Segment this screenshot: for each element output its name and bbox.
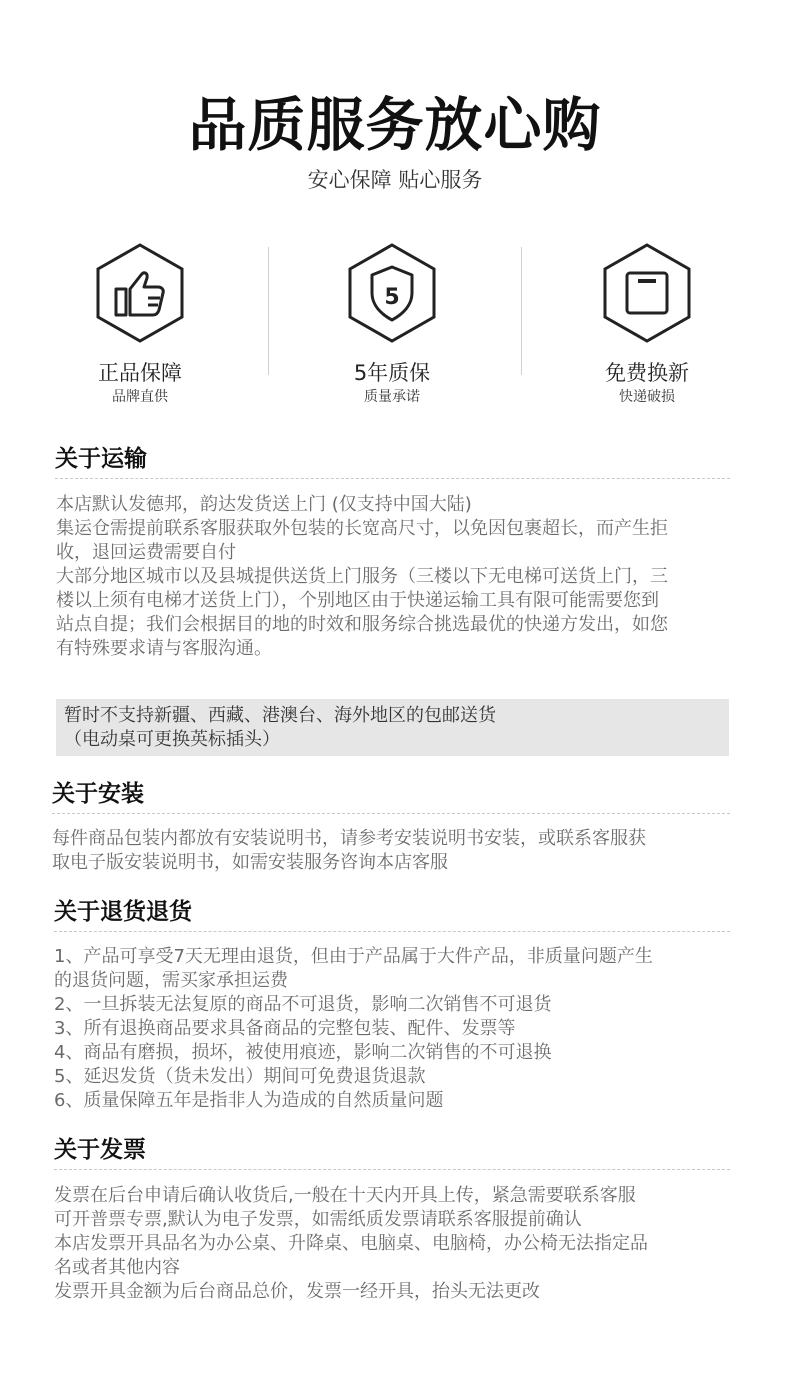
page-subtitle: 安心保障 贴心服务 xyxy=(307,168,483,192)
text-line: 楼以上须有电梯才送货上门），个别地区由于快递运输工具有限可能需要您到 xyxy=(56,590,659,611)
feature-subtitle: 质量承诺 xyxy=(364,389,420,405)
invoice-text xyxy=(54,1184,648,1304)
install-text xyxy=(52,827,646,875)
section-divider xyxy=(52,813,730,814)
text-line: 发票在后台申请后确认收货后,一般在十天内开具上传，紧急需要联系客服 xyxy=(54,1185,636,1206)
text-line: 的退货问题，需买家承担运费 xyxy=(54,970,288,991)
text-line: 6、质量保障五年是指非人为造成的自然质量问题 xyxy=(54,1090,444,1111)
text-line: 每件商品包装内都放有安装说明书，请参考安装说明书安装，或联系客服获 xyxy=(52,828,646,849)
text-line: 发票开具金额为后台商品总价，发票一经开具，抬头无法更改 xyxy=(54,1281,540,1302)
feature-name: 免费换新 xyxy=(605,361,689,385)
feature-genuine xyxy=(40,242,240,406)
section-divider xyxy=(54,931,730,932)
text-line: 站点自提；我们会根据目的地的时效和服务综合挑选最优的快递方发出，如您 xyxy=(56,614,668,635)
text-line: 2、一旦拆装无法复原的商品不可退货，影响二次销售不可退货 xyxy=(54,994,552,1015)
section-title-invoice: 关于发票 xyxy=(54,1137,146,1163)
page-title: 品质服务放心购 xyxy=(188,91,602,159)
section-title-install: 关于安装 xyxy=(52,781,144,807)
feature-divider xyxy=(521,247,522,375)
text-line: 3、所有退换商品要求具备商品的完整包装、配件、发票等 xyxy=(54,1018,516,1039)
text-line: 1、产品可享受7天无理由退货，但由于产品属于大件产品，非质量问题产生 xyxy=(54,946,653,967)
text-line: 本店默认发德邦，韵达发货送上门 (仅支持中国大陆) xyxy=(56,494,472,515)
feature-divider xyxy=(268,247,269,375)
section-title-returns: 关于退货退货 xyxy=(54,899,192,925)
text-line: 暂时不支持新疆、西藏、港澳台、海外地区的包邮送货 xyxy=(64,705,496,726)
text-line: 集运仓需提前联系客服获取外包装的长宽高尺寸，以免因包裹超长，而产生拒 xyxy=(56,518,668,539)
text-line: 4、商品有磨损，损坏，被使用痕迹，影响二次销售的不可退换 xyxy=(54,1042,552,1063)
text-line: 大部分地区城市以及县城提供送货上门服务（三楼以下无电梯可送货上门，三 xyxy=(56,566,668,587)
section-divider xyxy=(55,478,730,479)
text-line: （电动桌可更换英标插头） xyxy=(64,729,280,750)
shipping-notice xyxy=(56,699,729,756)
text-line: 5、延迟发货（货未发出）期间可免费退货退款 xyxy=(54,1066,426,1087)
shield-5-icon xyxy=(346,242,438,344)
text-line: 取电子版安装说明书，如需安装服务咨询本店客服 xyxy=(52,852,448,873)
feature-row xyxy=(0,242,790,412)
feature-name: 正品保障 xyxy=(98,361,182,385)
warranty-badge-number: 5 xyxy=(384,285,400,310)
box-icon xyxy=(601,242,693,344)
notice-text xyxy=(64,704,496,752)
section-divider xyxy=(54,1169,730,1170)
text-line: 名或者其他内容 xyxy=(54,1257,180,1278)
feature-subtitle: 快递破损 xyxy=(619,389,675,405)
section-title-shipping: 关于运输 xyxy=(55,446,147,472)
feature-warranty xyxy=(292,242,492,406)
text-line: 本店发票开具品名为办公桌、升降桌、电脑桌、电脑椅，办公椅无法指定品 xyxy=(54,1233,648,1254)
feature-name: 5年质保 xyxy=(353,361,431,385)
feature-subtitle: 品牌直供 xyxy=(112,389,168,405)
text-line: 有特殊要求请与客服沟通。 xyxy=(56,638,272,659)
thumbs-up-icon xyxy=(94,242,186,344)
shipping-text xyxy=(56,493,668,661)
returns-text xyxy=(54,945,653,1113)
text-line: 收，退回运费需要自付 xyxy=(56,542,236,563)
feature-replacement xyxy=(547,242,747,406)
text-line: 可开普票专票,默认为电子发票，如需纸质发票请联系客服提前确认 xyxy=(54,1209,582,1230)
